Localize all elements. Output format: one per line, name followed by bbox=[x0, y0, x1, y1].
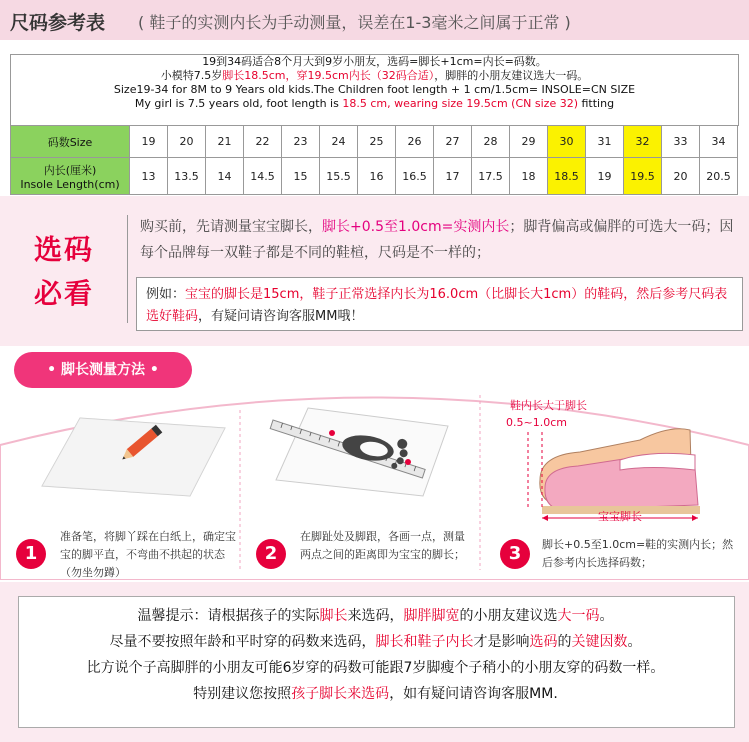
length-cell: 17.5 bbox=[472, 158, 510, 195]
size-cell: 24 bbox=[320, 126, 358, 158]
advice-text: 购买前，先请测量宝宝脚长，脚长+0.5至1.0cm=实测内长；脚背偏高或偏胖的可选大一码；因每个品牌每一双鞋子都是不同的鞋楦，尺码是不一样的； bbox=[140, 219, 734, 261]
size-row bbox=[11, 126, 738, 158]
size-cell: 28 bbox=[472, 126, 510, 158]
size-cell: 21 bbox=[206, 126, 244, 158]
length-cell: 14 bbox=[206, 158, 244, 195]
measure-method-pill: • 脚长测量方法 • bbox=[14, 352, 192, 388]
length-cell: 20.5 bbox=[700, 158, 738, 195]
annot-shoe-longer: 鞋内长大于脚长 bbox=[510, 399, 587, 412]
annot-range: 0.5~1.0cm bbox=[506, 416, 567, 429]
tips-line-3: 比方说个子高脚胖的小朋友可能6岁穿的码数可能跟7岁脚瘦个子稍小的小朋友穿的码数一样。 bbox=[86, 660, 665, 676]
length-cell: 17 bbox=[434, 158, 472, 195]
divider bbox=[127, 215, 128, 323]
annot-foot-length: 宝宝脚长 bbox=[598, 510, 642, 523]
example-text: 例如：宝宝的脚长是15cm，鞋子正常选择内长为16.0cm（比脚长大1cm）的鞋码，然后参考尺码表选好鞋码，有疑问请咨询客服MM哦！ bbox=[146, 287, 728, 324]
tips-text bbox=[18, 603, 733, 707]
size-cell-highlight: 30 bbox=[548, 126, 586, 158]
size-cell: 31 bbox=[586, 126, 624, 158]
size-cell: 22 bbox=[244, 126, 282, 158]
tips-line-4: 特别建议您按照孩子脚长来选码，如有疑问请咨询客服MM. bbox=[193, 686, 558, 702]
length-cell: 14.5 bbox=[244, 158, 282, 195]
size-cell: 29 bbox=[510, 126, 548, 158]
length-cell: 20 bbox=[662, 158, 700, 195]
length-cell: 13 bbox=[130, 158, 168, 195]
length-cell: 15 bbox=[282, 158, 320, 195]
length-cell: 18 bbox=[510, 158, 548, 195]
size-cell-highlight: 32 bbox=[624, 126, 662, 158]
step-2-text: 在脚趾处及脚跟，各画一点，测量两点之间的距离即为宝宝的脚长； bbox=[300, 530, 465, 561]
step-2-badge: 2 bbox=[256, 539, 286, 569]
size-cell: 23 bbox=[282, 126, 320, 158]
length-cell: 19 bbox=[586, 158, 624, 195]
length-cell: 15.5 bbox=[320, 158, 358, 195]
tips-line-2: 尽量不要按照年龄和平时穿的码数来选码，脚长和鞋子内长才是影响选码的关键因数。 bbox=[109, 634, 642, 650]
size-table bbox=[10, 125, 738, 195]
length-cell-highlight: 19.5 bbox=[624, 158, 662, 195]
size-label: 码数Size bbox=[11, 126, 130, 158]
info-line-1: 19到34码适合8个月大到9岁小朋友，选码=脚长+1cm=内长=码数。 bbox=[202, 55, 547, 68]
length-cell: 16 bbox=[358, 158, 396, 195]
size-cell: 27 bbox=[434, 126, 472, 158]
step-1-badge: 1 bbox=[16, 539, 46, 569]
paper-pencil-icon bbox=[40, 408, 230, 498]
step-3-text: 脚长+0.5至1.0cm=鞋的实测内长；然后参考内长选择码数； bbox=[542, 538, 734, 569]
step-1-text: 准备笔，将脚丫踩在白纸上，确定宝宝的脚平直，不弯曲不拱起的状态（勿坐勿蹲） bbox=[60, 530, 236, 579]
page-title: 尺码参考表 bbox=[10, 12, 106, 34]
size-cell: 34 bbox=[700, 126, 738, 158]
length-cell: 13.5 bbox=[168, 158, 206, 195]
ruler-footprint-icon bbox=[268, 400, 458, 500]
tips-line-1: 温馨提示：请根据孩子的实际脚长来选码，脚胖脚宽的小朋友建议选大一码。 bbox=[137, 608, 614, 624]
size-cell: 20 bbox=[168, 126, 206, 158]
must-read-heading: 选码 必看 bbox=[34, 233, 95, 310]
info-line-2: 小模特7.5岁脚长18.5cm，穿19.5cm内长（32码合适），脚胖的小朋友建议选大一码。 bbox=[160, 69, 589, 82]
info-line-4: My girl is 7.5 years old, foot length is 18.5 cm, wearing size 19.5cm (CN size 32) fitting bbox=[134, 97, 615, 110]
length-row bbox=[11, 158, 738, 195]
info-line-3: Size19-34 for 8M to 9 Years old kids.The Children foot length + 1 cm/1.5cm= INSOLE=CN SIZE bbox=[113, 83, 636, 96]
size-cell: 33 bbox=[662, 126, 700, 158]
size-cell: 19 bbox=[130, 126, 168, 158]
length-cell: 16.5 bbox=[396, 158, 434, 195]
length-label: 内长(厘米) Insole Length(cm) bbox=[11, 158, 130, 195]
size-cell: 25 bbox=[358, 126, 396, 158]
page-subtitle: ( 鞋子的实测内长为手动测量，误差在1-3毫米之间属于正常 ) bbox=[138, 13, 571, 32]
step-3-badge: 3 bbox=[500, 539, 530, 569]
size-cell: 26 bbox=[396, 126, 434, 158]
length-cell-highlight: 18.5 bbox=[548, 158, 586, 195]
info-box bbox=[10, 54, 739, 126]
